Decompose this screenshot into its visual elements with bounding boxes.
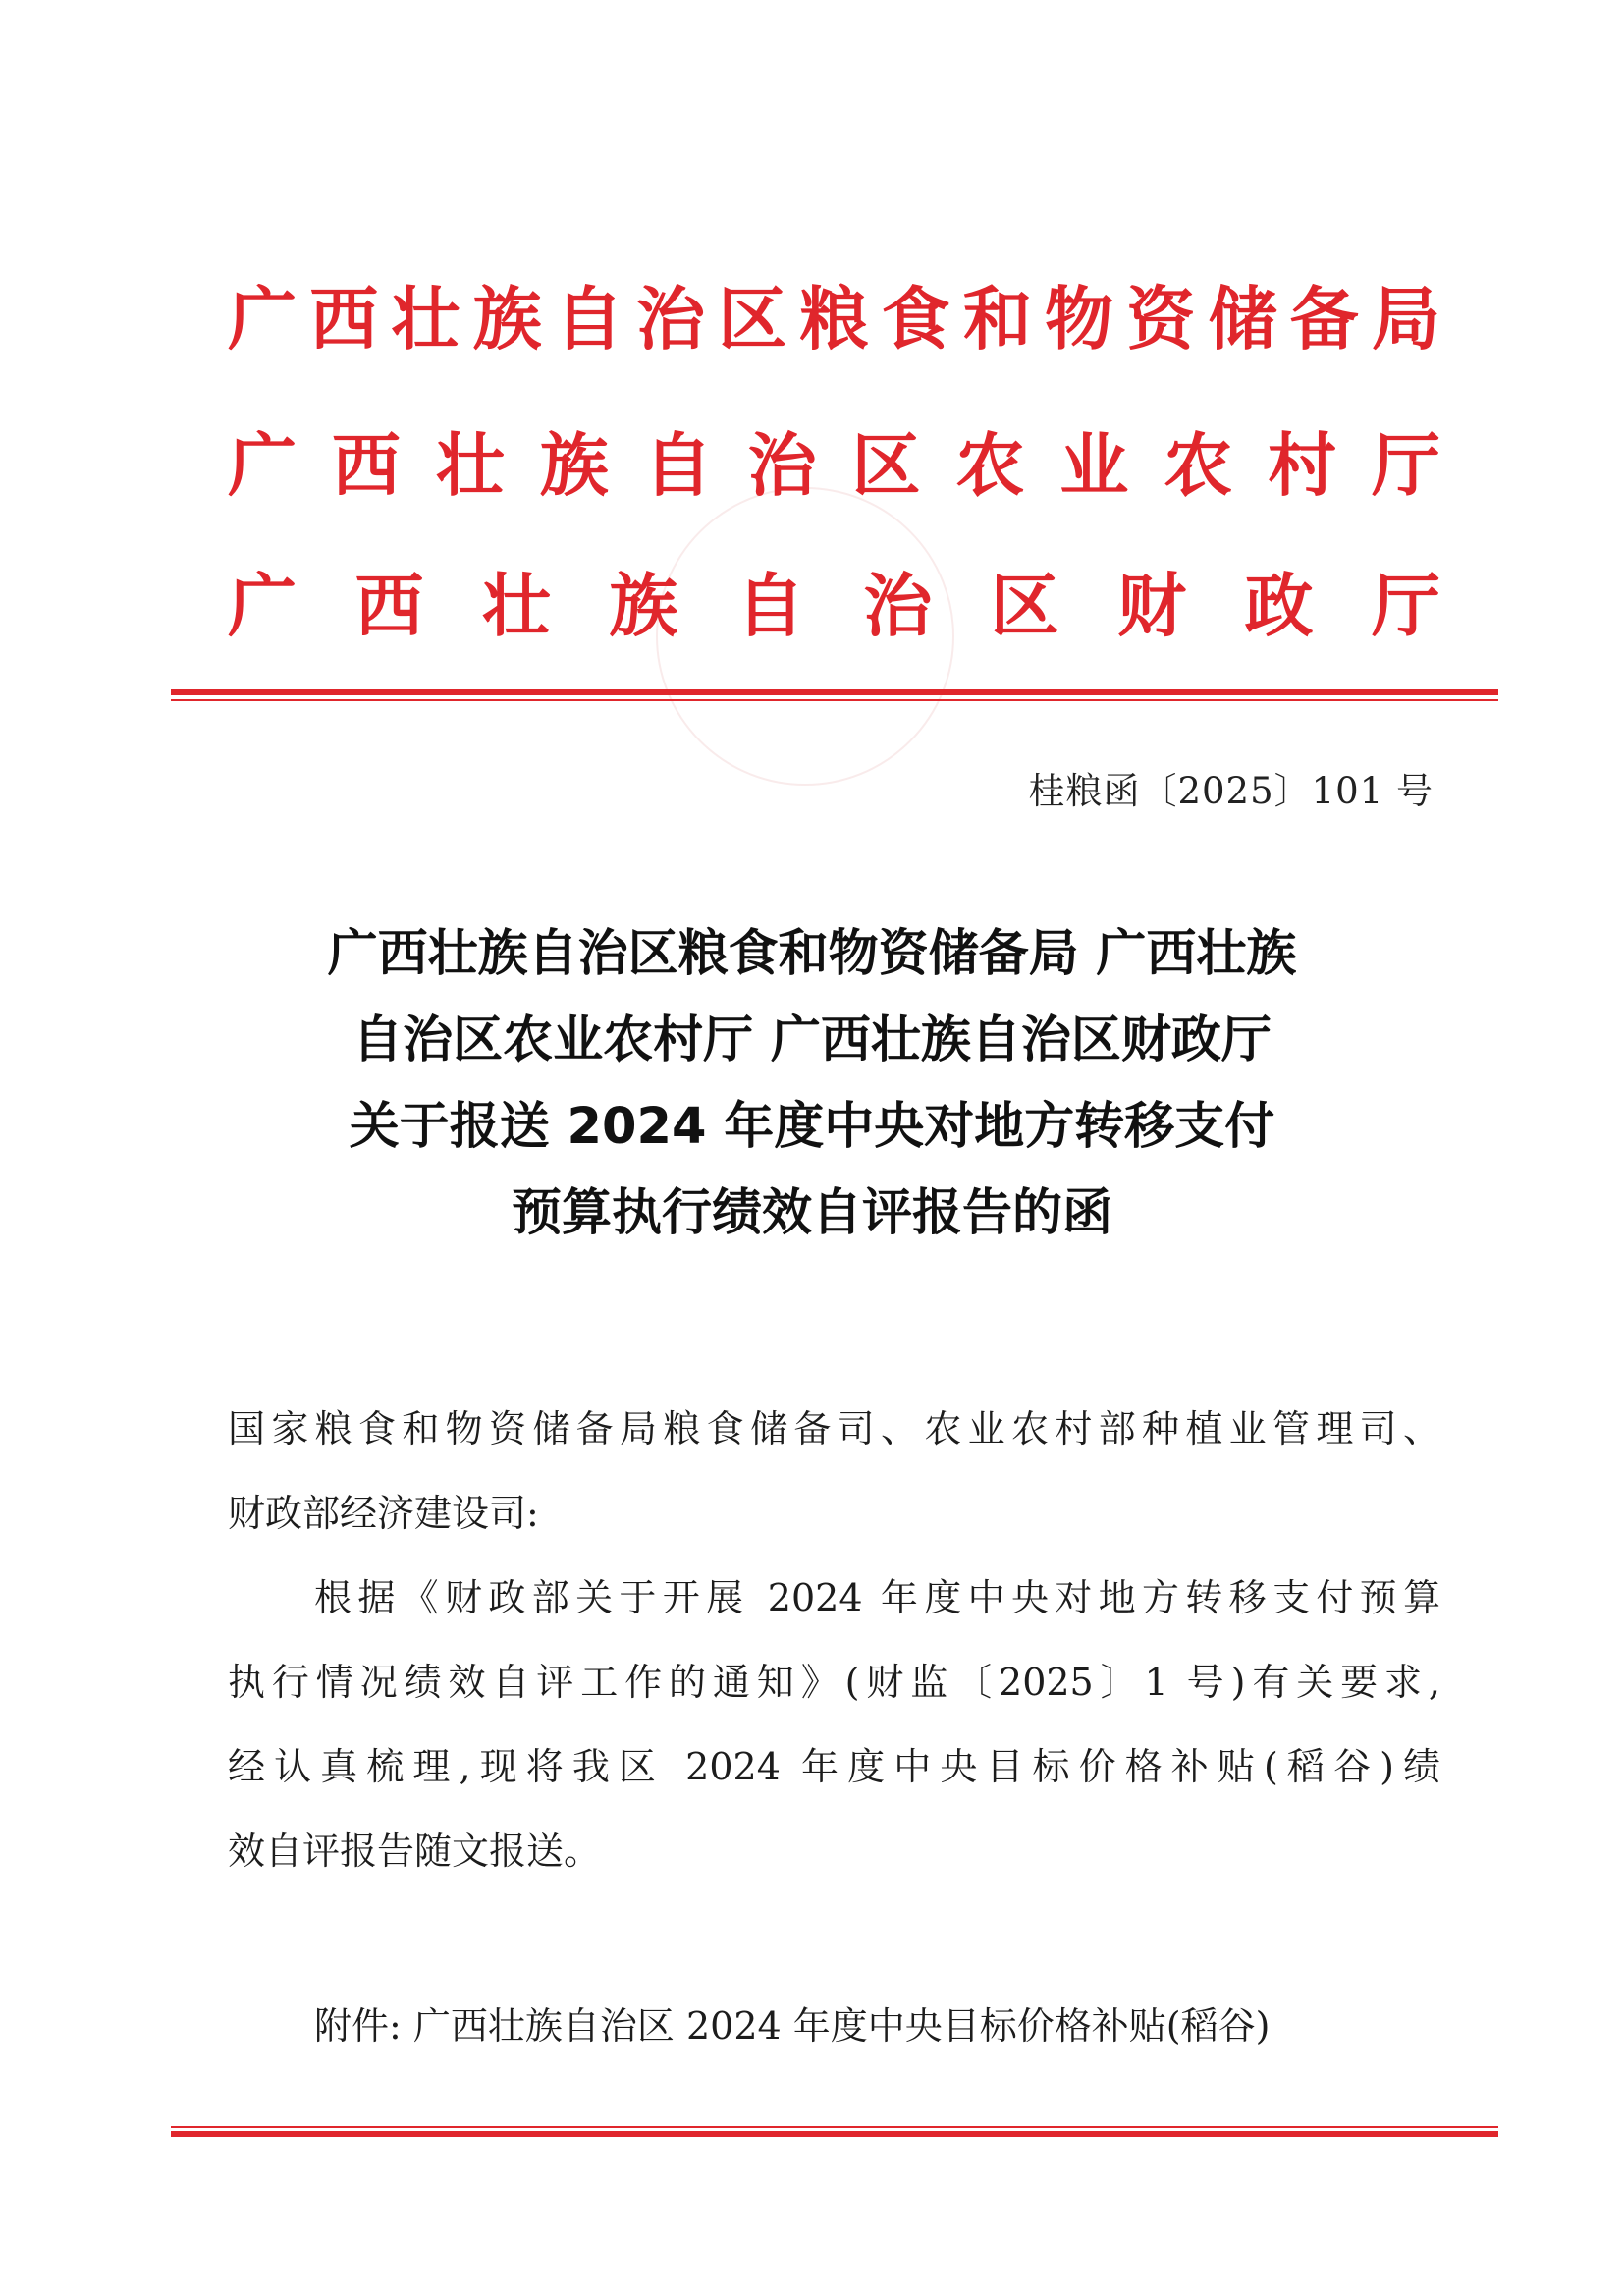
title-line: 广西壮族自治区粮食和物资储备局 广西壮族: [327, 925, 1297, 983]
body-paragraph: [228, 1556, 1440, 1893]
recipients-block: [228, 1387, 1440, 1556]
letterhead-agency-2: 广 西 壮 族 自 治 区 农 业 农 村 厅: [228, 424, 1440, 506]
document-title: [196, 911, 1428, 1257]
body-line: 效自评报告随文报送。: [228, 1830, 602, 1873]
document-number: 桂粮函〔2025〕101 号: [1028, 770, 1434, 812]
title-line: 预算执行绩效自评报告的函: [511, 1184, 1112, 1242]
body-line: 根据《财政部关于开展 2024 年度中央对地方转移支付预算: [314, 1576, 1440, 1619]
body-line: 执行情况绩效自评工作的通知》(财监〔2025〕1 号)有关要求,: [228, 1661, 1440, 1704]
attachment-line: 附件: 广西壮族自治区 2024 年度中央目标价格补贴(稻谷): [314, 2004, 1271, 2048]
recipient-line: 国家粮食和物资储备局粮食储备司、农业农村部种植业管理司、: [228, 1407, 1440, 1450]
title-line: 自治区农业农村厅 广西壮族自治区财政厅: [352, 1011, 1272, 1069]
footer-red-rule: [171, 2126, 1498, 2140]
recipient-line: 财政部经济建设司:: [228, 1492, 539, 1535]
letterhead-red-rule: [171, 689, 1498, 703]
title-line: 关于报送 2024 年度中央对地方转移支付: [349, 1098, 1275, 1156]
letterhead-agency-3: 广 西 壮 族 自 治 区 财 政 厅: [228, 565, 1440, 646]
letterhead-agency-1: 广 西 壮 族 自 治 区 粮 食 和 物 资 储 备 局: [228, 278, 1440, 359]
body-line: 经认真梳理,现将我区 2024 年度中央目标价格补贴(稻谷)绩: [228, 1745, 1440, 1788]
